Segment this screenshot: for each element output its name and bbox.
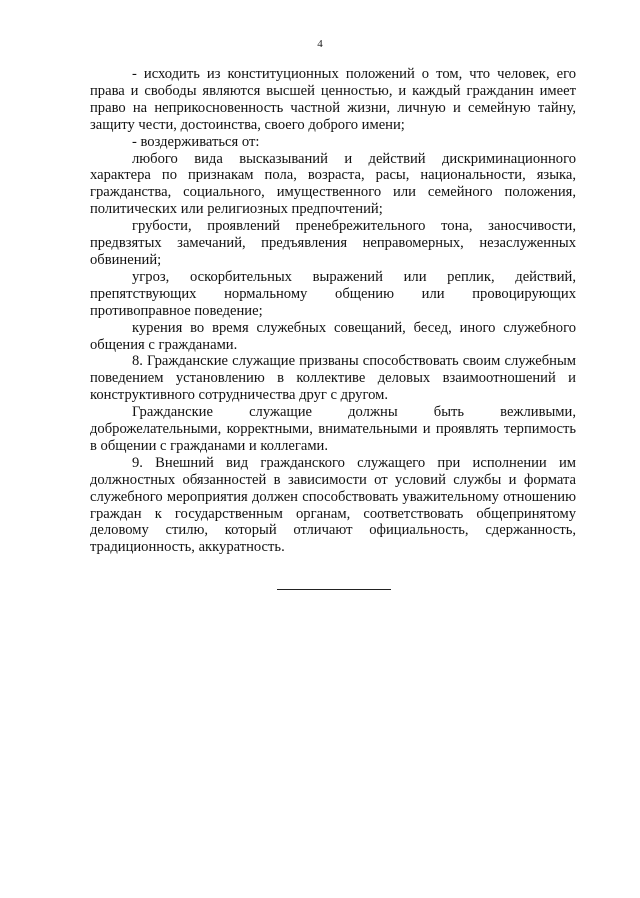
- end-divider-line: [277, 589, 391, 590]
- paragraph-refrain-from: - воздерживаться от:: [132, 133, 260, 150]
- paragraph-constitutional-provisions: - исходить из конституционных положений о том, что человек, его права и свободы являются высшей ценностью, и каждый гражданин имеет право на неприкосновенность частной жизни, личную и семейную тайну, защиту чести, достоинства, своего доброго имени;: [90, 66, 576, 133]
- document-body: [90, 66, 576, 556]
- paragraph-item-9: 9. Внешний вид гражданского служащего при исполнении им должностных обязанностей в зависимости от условий службы и формата служебного мероприятия должен способствовать уважительному отношению граждан к государственным органам, соответствовать общепринятому деловому стилю, который отличают официальность, сдержанность, традиционность, аккуратность.: [90, 454, 576, 556]
- paragraph-rudeness: грубости, проявлений пренебрежительного тона, заносчивости, предвзятых замечаний, предъявления неправомерных, незаслуженных обвинений;: [90, 218, 576, 268]
- paragraph-threats: угроз, оскорбительных выражений или реплик, действий, препятствующих нормальному общению или провоцирующих противоправное поведение;: [90, 268, 576, 319]
- paragraph-discrimination: любого вида высказываний и действий дискриминационного характера по признакам пола, возраста, расы, национальности, языка, гражданства, социального, имущественного или семейного положения, политических или религиозных предпочтений;: [90, 150, 576, 218]
- page-number: 4: [317, 38, 323, 50]
- paragraph-item-8: 8. Гражданские служащие призваны способствовать своим служебным поведением установлению в коллективе деловых взаимоотношений и конструктивного сотрудничества друг с другом.: [90, 353, 576, 404]
- paragraph-smoking: курения во время служебных совещаний, бесед, иного служебного общения с гражданами.: [90, 319, 576, 353]
- paragraph-politeness: Гражданские служащие должны быть вежливыми, доброжелательными, корректными, внимательными и проявлять терпимость в общении с гражданами и коллегами.: [90, 404, 576, 454]
